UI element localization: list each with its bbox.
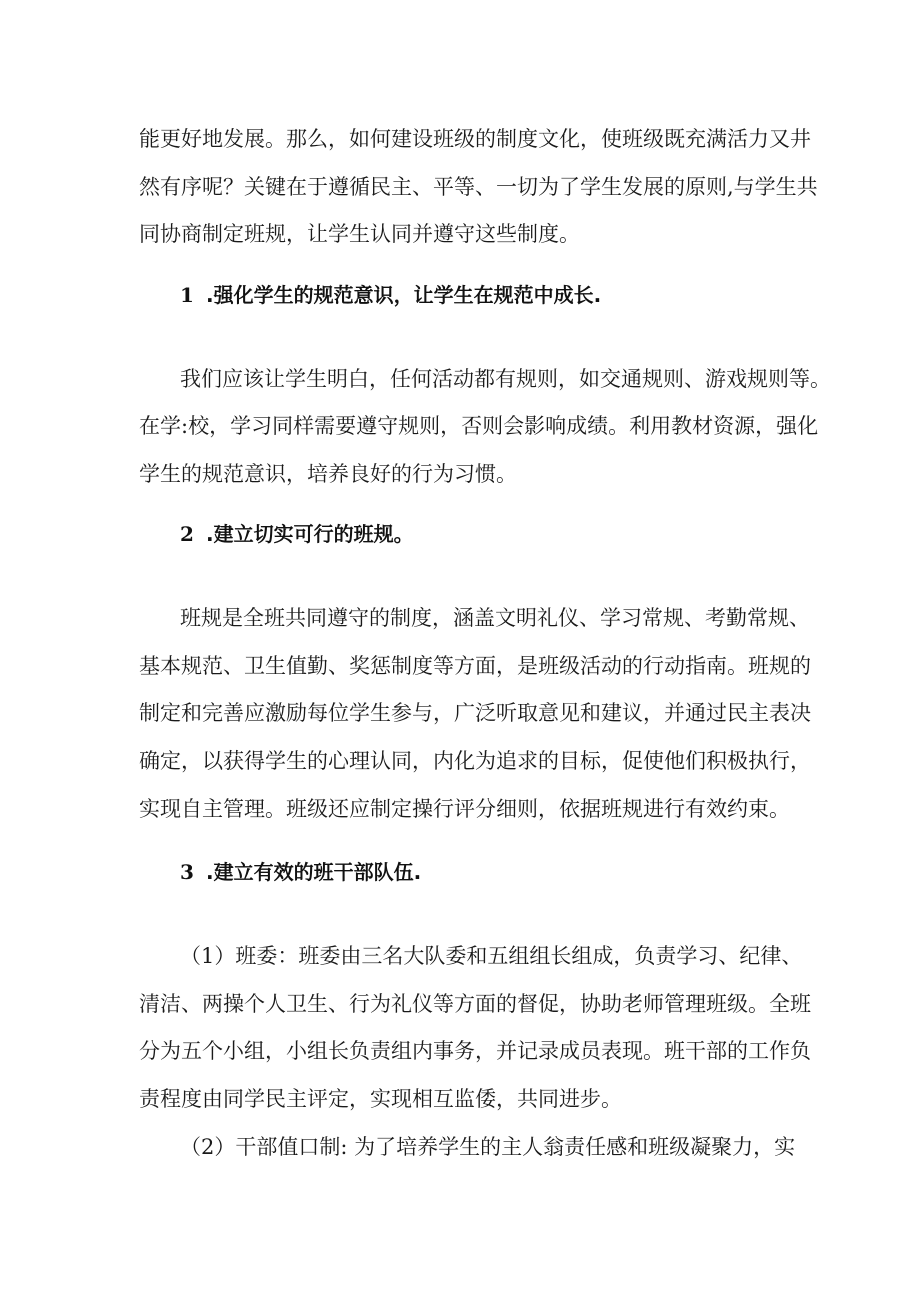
section-3-item-1-line-4: 责程度由同学民主评定，实现相互监倭，共同进步。: [139, 1087, 622, 1111]
section-2-line-5: 实现自主管理。班级还应制定操行评分细则，依据班规进行有效约束。: [139, 797, 790, 821]
intro-line-1: 能更好地发展。那么，如何建设班级的制度文化，使班级既充满活力又井: [139, 127, 811, 151]
section-2-line-4: 确定，以获得学生的心理认同，内化为追求的目标，促使他们积极执行，: [139, 749, 811, 773]
section-3-item-1-line-2: 清洁、两操个人卫生、行为礼仪等方面的督促，协助老师管理班级。全班: [139, 992, 811, 1016]
intro-line-3: 同协商制定班规，让学生认同并遵守这些制度。: [139, 222, 580, 246]
section-2-line-3: 制定和完善应激励每位学生参与，广泛听取意见和建议，并通过民主表决: [139, 701, 811, 725]
section-3-heading: [0, 857, 920, 887]
section-3-item-2-line-1: （2）干部值口制: 为了培养学生的主人翁责任感和班级凝聚力，实: [180, 1135, 796, 1159]
section-2-title: .建立切实可行的班规。: [206, 522, 414, 546]
section-1-line-1: 我们应该让学生明白，任何活动都有规则，如交通规则、游戏规则等。: [180, 367, 831, 391]
section-2-number: 2: [180, 522, 194, 546]
section-2-heading: [0, 519, 920, 549]
section-1-line-2: 在学:校，学习同样需要遵守规则，否则会影响成绩。利用教材资源，强化: [139, 414, 819, 438]
section-1-title: .强化学生的规范意识，让学生在规范中成长.: [206, 283, 602, 307]
section-1-number: 1: [180, 283, 194, 307]
intro-line-2: 然有序呢？关键在于遵循民主、平等、一切为了学生发展的原则,与学生共: [139, 175, 818, 199]
section-2-line-1: 班规是全班共同遵守的制度，涵盖文明礼仪、学习常规、考勤常规、: [180, 606, 810, 630]
section-1-heading: [0, 280, 920, 310]
section-3-item-1-line-3: 分为五个小组，小组长负责组内事务，并记录成员表现。班干部的工作负: [139, 1039, 811, 1063]
section-3-title: .建立有效的班干部队伍.: [206, 860, 422, 884]
section-3-item-1-line-1: （1）班委：班委由三名大队委和五组组长组成，负责学习、纪律、: [180, 944, 803, 968]
section-3-number: 3: [180, 860, 194, 884]
section-1-line-3: 学生的规范意识，培养良好的行为习惯。: [139, 462, 517, 486]
section-2-line-2: 基本规范、卫生值勤、奖惩制度等方面，是班级活动的行动指南。班规的: [139, 654, 811, 678]
